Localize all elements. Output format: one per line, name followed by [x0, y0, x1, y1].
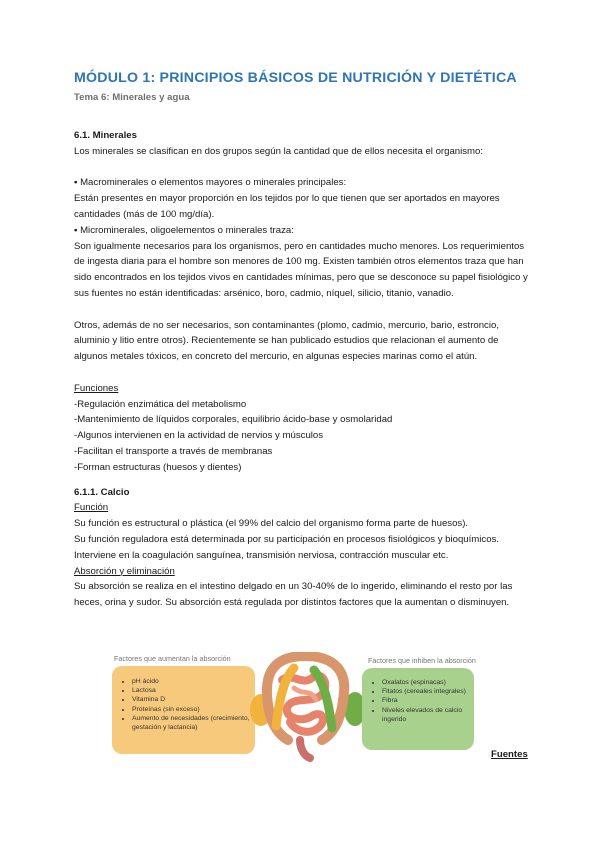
funciones-item: -Regulación enzimática del metabolismo: [74, 398, 247, 410]
list-item: • pH ácido: [132, 677, 252, 686]
absorcion-text: Su absorción se realiza en el intestino delgado en un 30-40% de lo ingerido, eliminando el resto por las heces, orina y sudor. Su absorción está regulada por distintos factores que la aumentan o disminuyen.: [74, 581, 513, 609]
inhibit-factors-list: [372, 678, 474, 724]
section-heading-minerales: 6.1. Minerales: [74, 130, 137, 141]
list-item: • Aumento de necesidades (crecimiento, gestación y lactancia): [132, 714, 252, 732]
list-item: • Fibra: [382, 696, 474, 705]
macro-text: Están presentes en mayor proporción en los tejidos por lo que tienen que ser aportados en mayores cantidades (más de 100 mg/día).: [74, 193, 500, 220]
funciones-item: -Facilitan el transporte a través de membranas: [74, 445, 273, 457]
list-item: • Vitamina D: [132, 695, 252, 704]
minerales-intro: Los minerales se clasifican en dos grupos según la cantidad que de ellos necesita el organismo:: [74, 145, 484, 157]
document-body: [74, 128, 530, 611]
funciones-heading: Funciones: [74, 382, 119, 394]
funciones-item: -Algunos intervienen en la actividad de nervios y músculos: [74, 430, 324, 442]
list-item: • Lactosa: [132, 686, 252, 695]
funcion-line: Su función es estructural o plástica (el 99% del calcio del organismo forma parte de huesos).: [74, 518, 469, 530]
funcion-heading: Función: [74, 502, 109, 514]
calcium-absorption-figure: [100, 652, 475, 762]
micro-title: ▪ Microminerales, oligoelementos o minerales traza:: [74, 224, 294, 236]
list-item: • Fitatos (cereales integrales): [382, 687, 474, 696]
module-title: MÓDULO 1: PRINCIPIOS BÁSICOS DE NUTRICIÓN Y DIETÉTICA: [74, 70, 517, 86]
increase-factors-label: Factores que aumentan la absorción: [114, 654, 231, 663]
funciones-item: -Forman estructuras (huesos y dientes): [74, 461, 242, 473]
micro-text: Son igualmente necesarios para los organismos, pero en cantidades mucho menores. Los requerimientos de ingesta diaria para el hombre son menores de 100 mg. Existen también otros elementos traza que han sido encontrados en los tejidos vivos en cantidades mínimas, pero que se desconoce su papel fisiológico y sus fuentes no están identificadas: arsénico, boro, cadmio, níquel, silicio, titanio, vanadio.: [74, 240, 528, 299]
list-item: • Oxalatos (espinacas): [382, 678, 474, 687]
increase-factors-list: [122, 677, 252, 732]
list-item: • Niveles elevados de calcio ingerido: [382, 706, 474, 724]
funciones-item: -Mantenimiento de líquidos corporales, equilibrio ácido-base y osmolaridad: [74, 414, 393, 426]
absorcion-heading: Absorción y eliminación: [74, 565, 175, 577]
intestine-illustration: [260, 652, 350, 762]
topic-subtitle: Tema 6: Minerales y agua: [74, 92, 190, 103]
macro-title: ▪ Macrominerales o elementos mayores o minerales principales:: [74, 177, 347, 189]
otros-paragraph: Otros, además de no ser necesarios, son contaminantes (plomo, cadmio, mercurio, bario, estroncio, aluminio y litio entre otros). Recientemente se han publicado estudios que relacionan el aumento de algunos metales tóxicos, en concreto del mercurio, en algunas especies marinas como el atún.: [74, 319, 499, 363]
section-heading-calcio: 6.1.1. Calcio: [74, 486, 130, 498]
fuentes-heading: Fuentes: [491, 749, 528, 760]
inhibit-factors-label: Factores que inhiben la absorción: [368, 656, 476, 665]
funcion-line: Su función reguladora está determinada por su participación en procesos fisiológicos y bioquímicos.: [74, 533, 500, 545]
list-item: • Proteínas (sin exceso): [132, 705, 252, 714]
funcion-line: Interviene en la coagulación sanguínea, transmisión nerviosa, contracción muscular etc.: [74, 549, 449, 561]
